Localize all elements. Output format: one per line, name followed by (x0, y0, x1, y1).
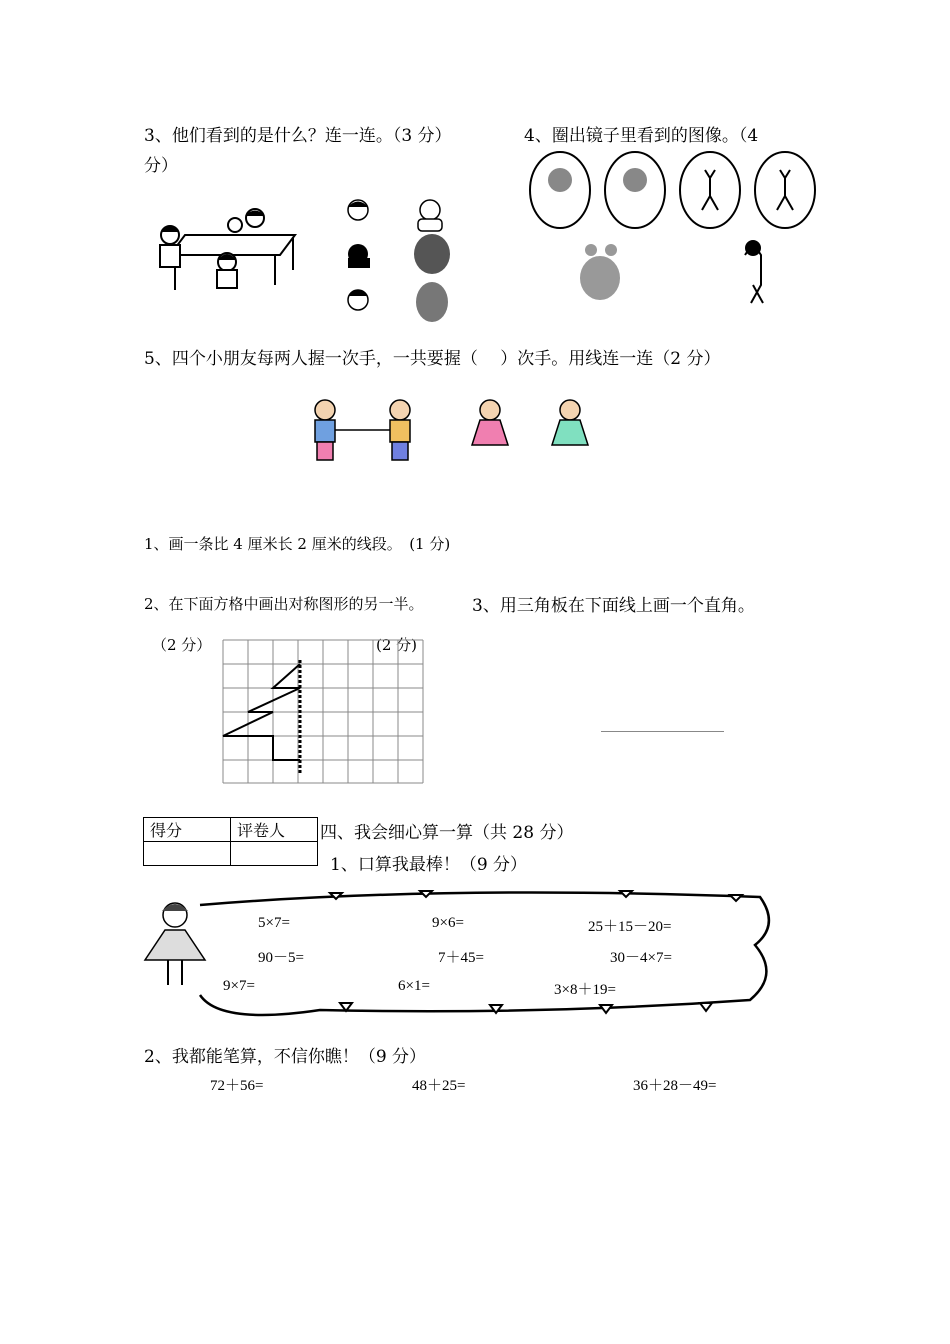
q3-title: 3、他们看到的是什么？连一连。（3 分） (144, 126, 452, 146)
oral-item-5: 7＋45= (438, 950, 484, 966)
score-cell[interactable] (144, 842, 231, 866)
q3-faces (340, 192, 470, 327)
section4-title: 四、我会细心算一算（共 28 分） (320, 823, 574, 843)
draw2-score: （2 分） (152, 636, 212, 654)
q4-title: 4、圈出镜子里看到的图像。（4 (524, 126, 759, 146)
draw1-title: 1、画一条比 4 厘米长 2 厘米的线段。 (1 分) (144, 535, 451, 553)
symmetry-grid (223, 640, 425, 784)
oral-item-3: 25＋15－20= (588, 919, 672, 935)
q4-mirrors (525, 150, 830, 310)
q5-children (300, 395, 605, 465)
score-table (143, 817, 318, 866)
oral-item-6: 30－4×7= (610, 950, 672, 966)
score-label: 得分 (144, 818, 231, 842)
written-item-1: 72＋56= (210, 1078, 264, 1094)
oral-item-8: 6×1= (398, 978, 430, 994)
draw2-title: 2、在下面方格中画出对称图形的另一半。 (144, 595, 424, 613)
oral-item-2: 9×6= (432, 915, 464, 931)
oral-item-7: 9×7= (223, 978, 255, 994)
oral-item-9: 3×8＋19= (554, 982, 616, 998)
grader-cell[interactable] (231, 842, 318, 866)
q4-title-cont: 分） (144, 156, 178, 176)
written-item-2: 48＋25= (412, 1078, 466, 1094)
written-item-3: 36＋28－49= (633, 1078, 717, 1094)
oral-title: 1、口算我最棒！（9 分） (330, 855, 528, 875)
written-title: 2、我都能笔算，不信你瞧！（9 分） (144, 1047, 427, 1067)
q3-table-illustration (145, 200, 305, 300)
oral-item-4: 90－5= (258, 950, 304, 966)
q5-title: 5、四个小朋友每两人握一次手，一共要握（ ）次手。用线连一连（2 分） (144, 349, 721, 369)
draw3-title: 3、用三角板在下面线上画一个直角。 (472, 596, 755, 616)
grader-label: 评卷人 (231, 818, 318, 842)
draw3-score: (2 分) (376, 636, 418, 654)
right-angle-line (601, 731, 724, 732)
oral-item-1: 5×7= (258, 915, 290, 931)
